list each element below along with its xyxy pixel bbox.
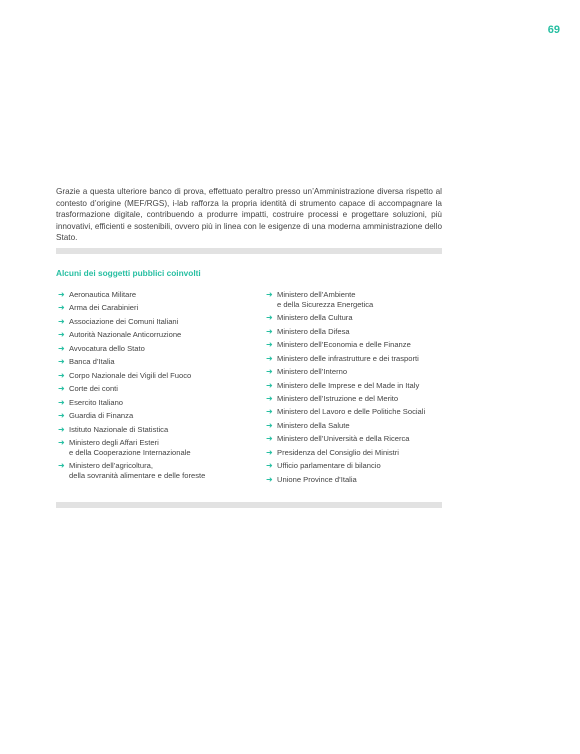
intro-paragraph: Grazie a questa ulteriore banco di prova, effettuato peraltro presso un’Amministrazione diversa rispetto al contesto d’origine (MEF/RGS), i-lab rafforza la propria identità di strumento capace di accompagnare la trasformazione digitale, contribuendo a produrre impatti, costruire processi e progettare soluzioni, più innovativi, efficienti e sostenibili, ovvero più in linea con le esigenze di una moderna amministrazione dello Stato. [56, 187, 442, 243]
list-item-label: Ministero dell’Università e della Ricerca [277, 434, 410, 444]
arrow-right-icon: ➜ [266, 313, 273, 323]
list-item-label: Ministero del Lavoro e delle Politiche Sociali [277, 407, 426, 417]
list-item [266, 340, 446, 350]
section-title: Alcuni dei soggetti pubblici coinvolti [56, 268, 201, 278]
arrow-right-icon: ➜ [58, 316, 65, 326]
list-item-label: Ministero degli Affari Esteri e della Cooperazione Internazionale [69, 438, 191, 457]
list-item [58, 371, 258, 381]
list-item [266, 367, 446, 377]
arrow-right-icon: ➜ [58, 438, 65, 448]
arrow-right-icon: ➜ [266, 393, 273, 403]
arrow-right-icon: ➜ [58, 424, 65, 434]
arrow-right-icon: ➜ [266, 434, 273, 444]
list-item-label: Corte dei conti [69, 384, 118, 394]
arrow-right-icon: ➜ [58, 357, 65, 367]
arrow-right-icon: ➜ [58, 330, 65, 340]
arrow-right-icon: ➜ [58, 461, 65, 471]
list-item-label: Ministero delle Imprese e del Made in Italy [277, 380, 420, 390]
list-item-label: Ministero dell’Interno [277, 367, 348, 377]
list-item-label: Esercito Italiano [69, 397, 124, 407]
arrow-right-icon: ➜ [266, 461, 273, 471]
list-item [58, 330, 258, 340]
arrow-right-icon: ➜ [266, 290, 273, 299]
arrow-right-icon: ➜ [266, 367, 273, 377]
list-item [58, 425, 258, 435]
arrow-right-icon: ➜ [266, 407, 273, 417]
list-item [58, 357, 258, 367]
list-item-label: Arma dei Carabinieri [69, 303, 139, 313]
list-item [58, 303, 258, 313]
list-item [266, 461, 446, 471]
list-item-label: Associazione dei Comuni Italiani [69, 316, 179, 326]
arrow-right-icon: ➜ [58, 370, 65, 380]
list-item [266, 354, 446, 364]
list-item [58, 290, 258, 300]
arrow-right-icon: ➜ [58, 290, 65, 299]
list-item-label: Ministero dell’Economia e delle Finanze [277, 340, 411, 350]
list-item-label: Ministero dell’Ambiente e della Sicurezza Energetica [277, 290, 374, 309]
arrow-right-icon: ➜ [58, 343, 65, 353]
list-item [58, 398, 258, 408]
arrow-right-icon: ➜ [266, 340, 273, 350]
list-item [58, 344, 258, 354]
list-item-label: Avvocatura dello Stato [69, 343, 145, 353]
arrow-right-icon: ➜ [266, 474, 273, 484]
arrow-right-icon: ➜ [58, 411, 65, 421]
arrow-right-icon: ➜ [58, 384, 65, 394]
list-item [266, 313, 446, 323]
list-item-label: Banca d’Italia [69, 357, 115, 367]
list-item [266, 407, 446, 417]
list-item-label: Istituto Nazionale di Statistica [69, 424, 169, 434]
top-divider-bar [56, 248, 442, 254]
list-item [58, 438, 258, 457]
list-item [266, 290, 446, 309]
list-item [266, 475, 446, 485]
list-item-label: Ministero dell’agricoltura, della sovranità alimentare e delle foreste [69, 461, 206, 480]
list-item [58, 461, 258, 480]
entities-list-right [266, 290, 446, 488]
list-item [266, 434, 446, 444]
arrow-right-icon: ➜ [266, 380, 273, 390]
page-number: 69 [547, 24, 560, 36]
list-item-label: Ministero della Salute [277, 420, 350, 430]
list-item [58, 384, 258, 394]
list-item [266, 381, 446, 391]
entities-list-left [58, 290, 258, 484]
list-item-label: Unione Province d’Italia [277, 474, 357, 484]
arrow-right-icon: ➜ [58, 303, 65, 313]
arrow-right-icon: ➜ [266, 326, 273, 336]
arrow-right-icon: ➜ [58, 397, 65, 407]
list-item [266, 421, 446, 431]
list-item [58, 411, 258, 421]
list-item-label: Presidenza del Consiglio dei Ministri [277, 447, 399, 457]
list-item [266, 327, 446, 337]
list-item [58, 317, 258, 327]
arrow-right-icon: ➜ [266, 353, 273, 363]
list-item-label: Corpo Nazionale dei Vigili del Fuoco [69, 370, 192, 380]
list-item-label: Aeronautica Militare [69, 290, 137, 299]
arrow-right-icon: ➜ [266, 420, 273, 430]
list-item-label: Ministero della Difesa [277, 326, 350, 336]
list-item-label: Ufficio parlamentare di bilancio [277, 461, 381, 471]
bottom-divider-bar [56, 502, 442, 508]
list-item-label: Autorità Nazionale Anticorruzione [69, 330, 182, 340]
arrow-right-icon: ➜ [266, 447, 273, 457]
list-item-label: Ministero della Cultura [277, 313, 353, 323]
list-item [266, 448, 446, 458]
list-item-label: Ministero delle infrastrutture e dei trasporti [277, 353, 419, 363]
list-item-label: Guardia di Finanza [69, 411, 134, 421]
list-item [266, 394, 446, 404]
list-item-label: Ministero dell’Istruzione e del Merito [277, 393, 399, 403]
